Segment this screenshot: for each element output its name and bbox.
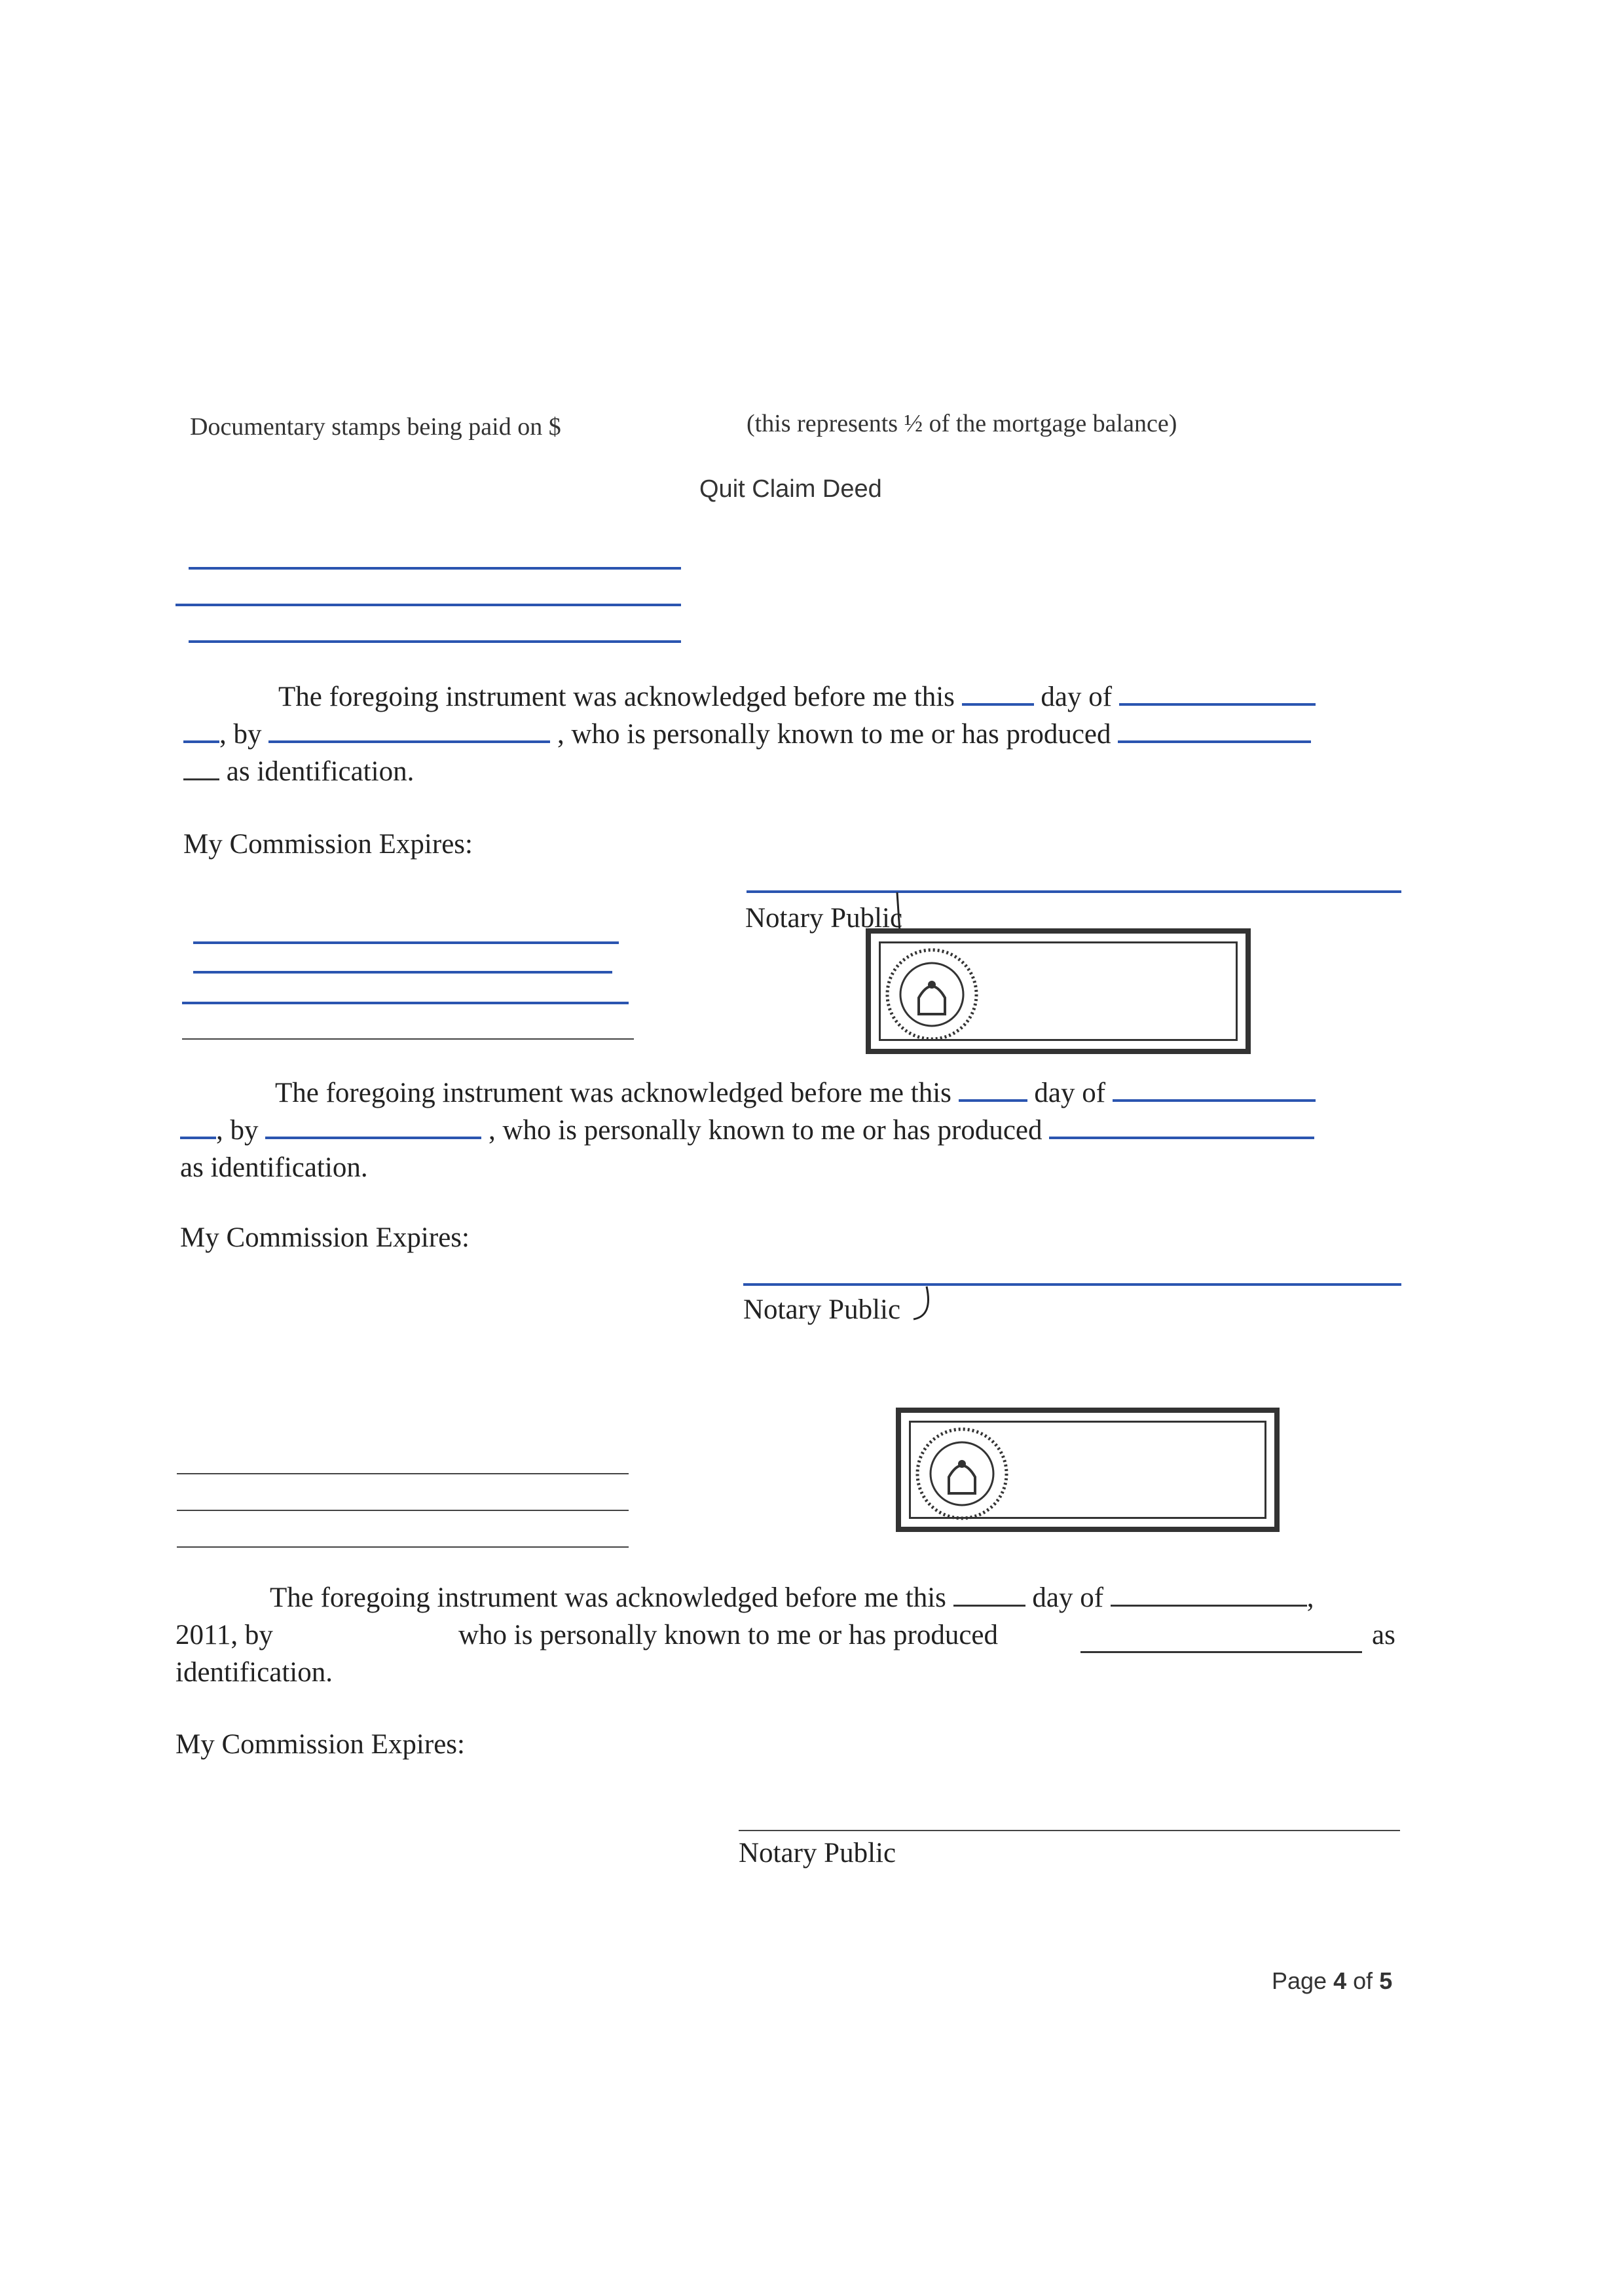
id-type-field[interactable] (1118, 718, 1311, 743)
known-text: , who is personally known to me or has produced (489, 1115, 1043, 1146)
documentary-stamps-text: Documentary stamps being paid on $ (190, 413, 561, 441)
month-field[interactable] (1113, 1077, 1316, 1102)
ack-paragraph-2-line2 (180, 1114, 1314, 1146)
id-field-continued[interactable] (183, 756, 219, 780)
document-title: Quit Claim Deed (699, 475, 882, 503)
id-type-field[interactable] (1049, 1114, 1314, 1139)
notary-signature-line[interactable] (743, 1283, 1401, 1286)
page-current: 4 (1333, 1967, 1347, 1994)
commission-expires-label: My Commission Expires: (183, 829, 473, 860)
by-text: , by (216, 1115, 259, 1146)
signature-mark-icon (907, 1273, 946, 1326)
commission-expires-label: My Commission Expires: (180, 1222, 470, 1253)
ack-paragraph-3: The foregoing instrument was acknowledged before me this day of , (270, 1582, 1314, 1613)
day-of-text: day of (1041, 682, 1113, 712)
day-field[interactable] (953, 1582, 1025, 1607)
notary-name-line-3[interactable] (182, 1002, 629, 1004)
ack-paragraph-2 (275, 1077, 1316, 1109)
notary-name-line-2[interactable] (177, 1510, 629, 1511)
signer-name-field[interactable] (268, 718, 550, 743)
page-total: 5 (1379, 1967, 1393, 1994)
page-label: Page (1272, 1967, 1327, 1994)
month-field[interactable] (1111, 1582, 1307, 1607)
day-field[interactable] (962, 681, 1034, 706)
notary-name-line-3[interactable] (177, 1546, 629, 1548)
by-text: , by (219, 719, 262, 750)
mortgage-balance-note: (this represents ½ of the mortgage balance) (747, 410, 1177, 437)
notary-public-label: Notary Public (745, 903, 903, 934)
notary-name-line-1[interactable] (193, 941, 619, 944)
notary-seal-icon (913, 1425, 1011, 1523)
notary-stamp-box (866, 928, 1251, 1054)
year-field[interactable] (180, 1114, 216, 1139)
notary-public-label: Notary Public (743, 1294, 901, 1325)
notary-seal-icon (883, 945, 981, 1044)
known-text: who is personally known to me or has produced (458, 1620, 999, 1650)
notary-stamp-box (896, 1408, 1280, 1532)
signer-name-field[interactable] (265, 1114, 481, 1139)
as-identification-text: as identification. (180, 1152, 368, 1183)
grantor-line-3[interactable] (189, 640, 681, 643)
known-text: , who is personally known to me or has produced (557, 719, 1111, 750)
notary-name-line-2[interactable] (193, 971, 612, 974)
ack-paragraph-1-line2 (183, 718, 1311, 750)
day-of-text: day of (1034, 1078, 1106, 1108)
day-field[interactable] (959, 1077, 1027, 1102)
notary-name-line-1[interactable] (177, 1473, 629, 1474)
notary-signature-line[interactable] (739, 1830, 1400, 1831)
grantor-line-2[interactable] (175, 604, 681, 606)
notary-signature-line[interactable] (747, 890, 1401, 893)
id-type-field[interactable] (1080, 1629, 1362, 1653)
ack-start-text: The foregoing instrument was acknowledged before me this (270, 1582, 946, 1613)
ack-start-text: The foregoing instrument was acknowledged before me this (275, 1078, 951, 1108)
month-field[interactable] (1119, 681, 1316, 706)
as-identification-text: as identification. (226, 756, 415, 787)
year-by-text: 2011, by (175, 1620, 273, 1650)
as-text: as (1372, 1620, 1395, 1650)
ack-paragraph-1 (278, 681, 1316, 713)
grantor-line-1[interactable] (189, 567, 681, 570)
commission-expires-label: My Commission Expires: (175, 1729, 465, 1760)
notary-name-line-4[interactable] (182, 1038, 634, 1040)
year-field[interactable] (183, 718, 219, 743)
identification-text: identification. (175, 1657, 333, 1688)
ack-paragraph-1-line3 (183, 756, 414, 788)
page-number (1272, 1967, 1392, 1995)
page-of: of (1353, 1967, 1373, 1994)
day-of-text: day of (1032, 1582, 1104, 1613)
ack-start-text: The foregoing instrument was acknowledged before me this (278, 682, 955, 712)
notary-public-label: Notary Public (739, 1838, 896, 1868)
